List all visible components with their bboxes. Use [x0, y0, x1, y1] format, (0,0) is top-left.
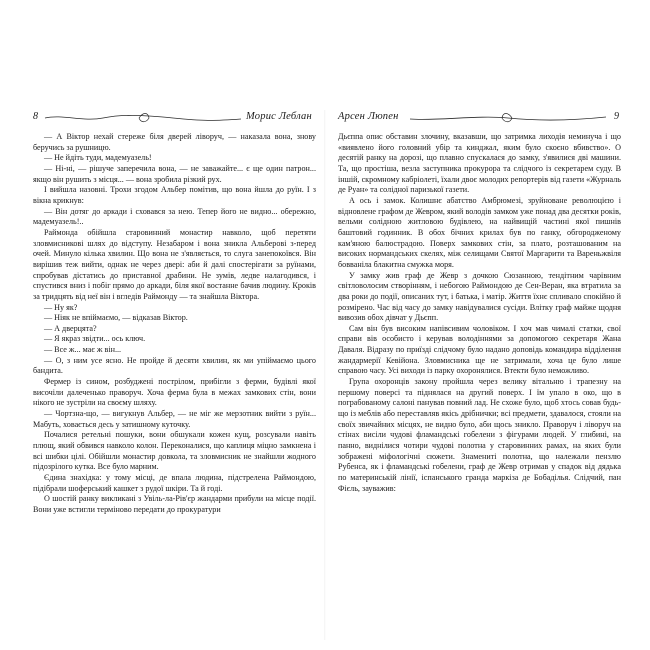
- paragraph: — Він дотяг до аркади і сховався за нею. Тепер його не видно... обережно, мадемуазель!..: [33, 206, 316, 227]
- paragraph: Група охоронців закону пройшла через велику вітальню і трапезну на першому поверсі та піднялася на другий поверх. І їм упало в око, що в пограбованому салоні панував повний лад. Не схоже було, щоб хтось совав будь-що із меблів або переставляв якісь дрібнички; всі предмети, здавалося, стояли на своїх звичайних місцях, не видно було, аби щось зникло. Праворуч і ліворуч на стінах висіли чудові фламандські гобелени з фігурами людей. У глибині, на панно, виднілися чотири чудові полотна у старовинних рамах, на яких були зображені міфологічні сюжети. Знамениті полотна, що належали пензлю Рубенса, як і фламандські гобелени, граф де Жевр отримав у спадок від дядька по материнській лінії, іспанського гранда маркіза де Бобаділья. Слідчий, пан Фієль, зауважив:: [338, 377, 621, 493]
- right-page: [325, 0, 650, 650]
- paragraph: — А Віктор нехай стереже біля дверей ліворуч, — наказала вона, знову беручись за рушницю.: [33, 132, 316, 152]
- paragraph: — О, з ним усе ясно. Не пройде й десяти хвилин, як ми упіймаємо цього бандита.: [33, 355, 316, 376]
- right-running-head: Арсен Люпен: [338, 111, 399, 122]
- paragraph: О шостій ранку викликані з Увіль-ла-Рів'єр жандарми прибули на місце події. Вони уже встигли терміново передати до прокуратури: [33, 494, 316, 514]
- paragraph: Сам він був високим напівсивим чоловіком. І хоч мав чималі статки, свої справи вів особисто і керував володіннями за допомогою секретаря Жана Даваля. Відразу по приїзді слідчому було надано доповідь командира відділення жандармерії Кевійона. Зловмисника ще не затримали, хоча це було лише справою часу. Усі виходи із парку охоронялися. Втекти було неможливо.: [338, 323, 621, 376]
- paragraph: — Чортзна-що, — вигукнув Альбер, — не міг же мерзотник вийти з руїн... Мабуть, ховається десь у затишному куточку.: [33, 409, 316, 429]
- right-header-flourish: [408, 111, 608, 125]
- paragraph: Почалися ретельні пошуки, вони обшукали кожен кущ, розсували навіть плющ, який обвився навколо колон. Переконалися, що каплиця міцно замкнена і всі шибки цілі. Обійшли монастир довкола, та зловмисник не знайшли жодного підозрілого кутка. Все було марним.: [33, 430, 316, 472]
- left-running-head: Морис Леблан: [246, 111, 312, 122]
- paragraph: Фермер із сином, розбуджені пострілом, прибігли з ферми, будівлі якої височіли далеченько праворуч. Хоча ферма була в межах замкових стін, вони нікого не зустріли на своєму шляху.: [33, 377, 316, 408]
- paragraph: У замку жив граф де Жевр з дочкою Сюзанною, тендітним чарівним світловолосим створінням, і небогою Раймондою де Сен-Веран, яка втратила за два роки до події, описаних тут, і батька, і матір. Життя їхнє спливало спокійно й розмірено. Час від часу до замку навідувалися сусіди. Влітку граф майже щодня вивозив обох дівчат у Дьєпп.: [338, 270, 621, 323]
- paragraph: — Ні-ні, — рішуче заперечила вона, — не заважайте... є ще один патрон... якщо він рушить з місця... — вона зробила різкий рух.: [33, 163, 316, 184]
- right-page-number: 9: [614, 111, 619, 122]
- paragraph: А ось і замок. Колишнє абатство Амбрюмезі, зруйноване революцією і відновлене графом де Жевром, який володів замком уже понад два десятки років, вельми солідною житловою будівлею, на найвищій частині якої пишнів баштовий годинник. В обох бічних крилах був по ганку, обгородженому кам'яною балюстрадою. Поверх замкових стін, за плато, розташованим на високих нормандських скелях, між селищами Святої Маргарити та Вареньжвіля бовваніла блакитна смужка моря.: [338, 195, 621, 269]
- paragraph: — Не йдіть туди, мадемуазель!: [44, 153, 152, 163]
- left-header-flourish: [43, 111, 243, 125]
- right-header: [338, 111, 621, 127]
- paragraph: Єдина знахідка: у тому місці, де впала людина, підстрелена Раймондою, підібрали шоферський кашкет з рудої шкіри. Та й годі.: [33, 473, 316, 493]
- paragraph: Дьєппа опис обставин злочину, вказавши, що затримка лиходія неминуча і що «виявлено його головний убір та кинджал, яким було скоєно вбивство». О десятій ранку на дорозі, що плавно спускалася до замку, з'явилися дві машини. Та, що простіша, везла заступника прокурора та слідчого із секретарем суду. В іншій, скромному кабріолеті, їхали двоє молодих репортерів від газети «Журналь де Руан» та солідної паризької газети.: [338, 132, 621, 195]
- paragraph: — Я якраз звідти... ось ключ.: [44, 334, 146, 344]
- paragraph: — Ну як?: [44, 302, 78, 312]
- left-page-number: 8: [33, 111, 38, 122]
- paragraph: І вийшла назовні. Трохи згодом Альбер помітив, що вона йшла до руїн. І з вікна крикнув:: [33, 185, 316, 205]
- left-page-body: [33, 132, 316, 516]
- right-page-body: [338, 132, 621, 494]
- paragraph: — Все ж... має ж він...: [44, 345, 122, 355]
- paragraph: — А дверцята?: [44, 323, 97, 333]
- paragraph: Раймонда обійшла старовинний монастир навколо, щоб перетяти зловмисникові шлях до відступу. Незабаром і вона зникла Альберові з-перед очей. Минуло кілька хвилин. Що вона не з'являється, то слуга занепокоївся. Він вирішив теж вийти, однак не через двері: аби й далі спостерігати за руїнами, спробував дістатись до приставної драбини. Не зумів, ледве налагодився, і спустився вниз і побіг прямо до аркади, біля якої востанне бачив людину. Кроків за тридцять від неї він і вгледів Раймонду — та знайшла Віктора.: [33, 227, 316, 301]
- left-header: [33, 111, 316, 127]
- paragraph: — Ніяк не впіймаємо, — відказав Віктор.: [44, 313, 188, 323]
